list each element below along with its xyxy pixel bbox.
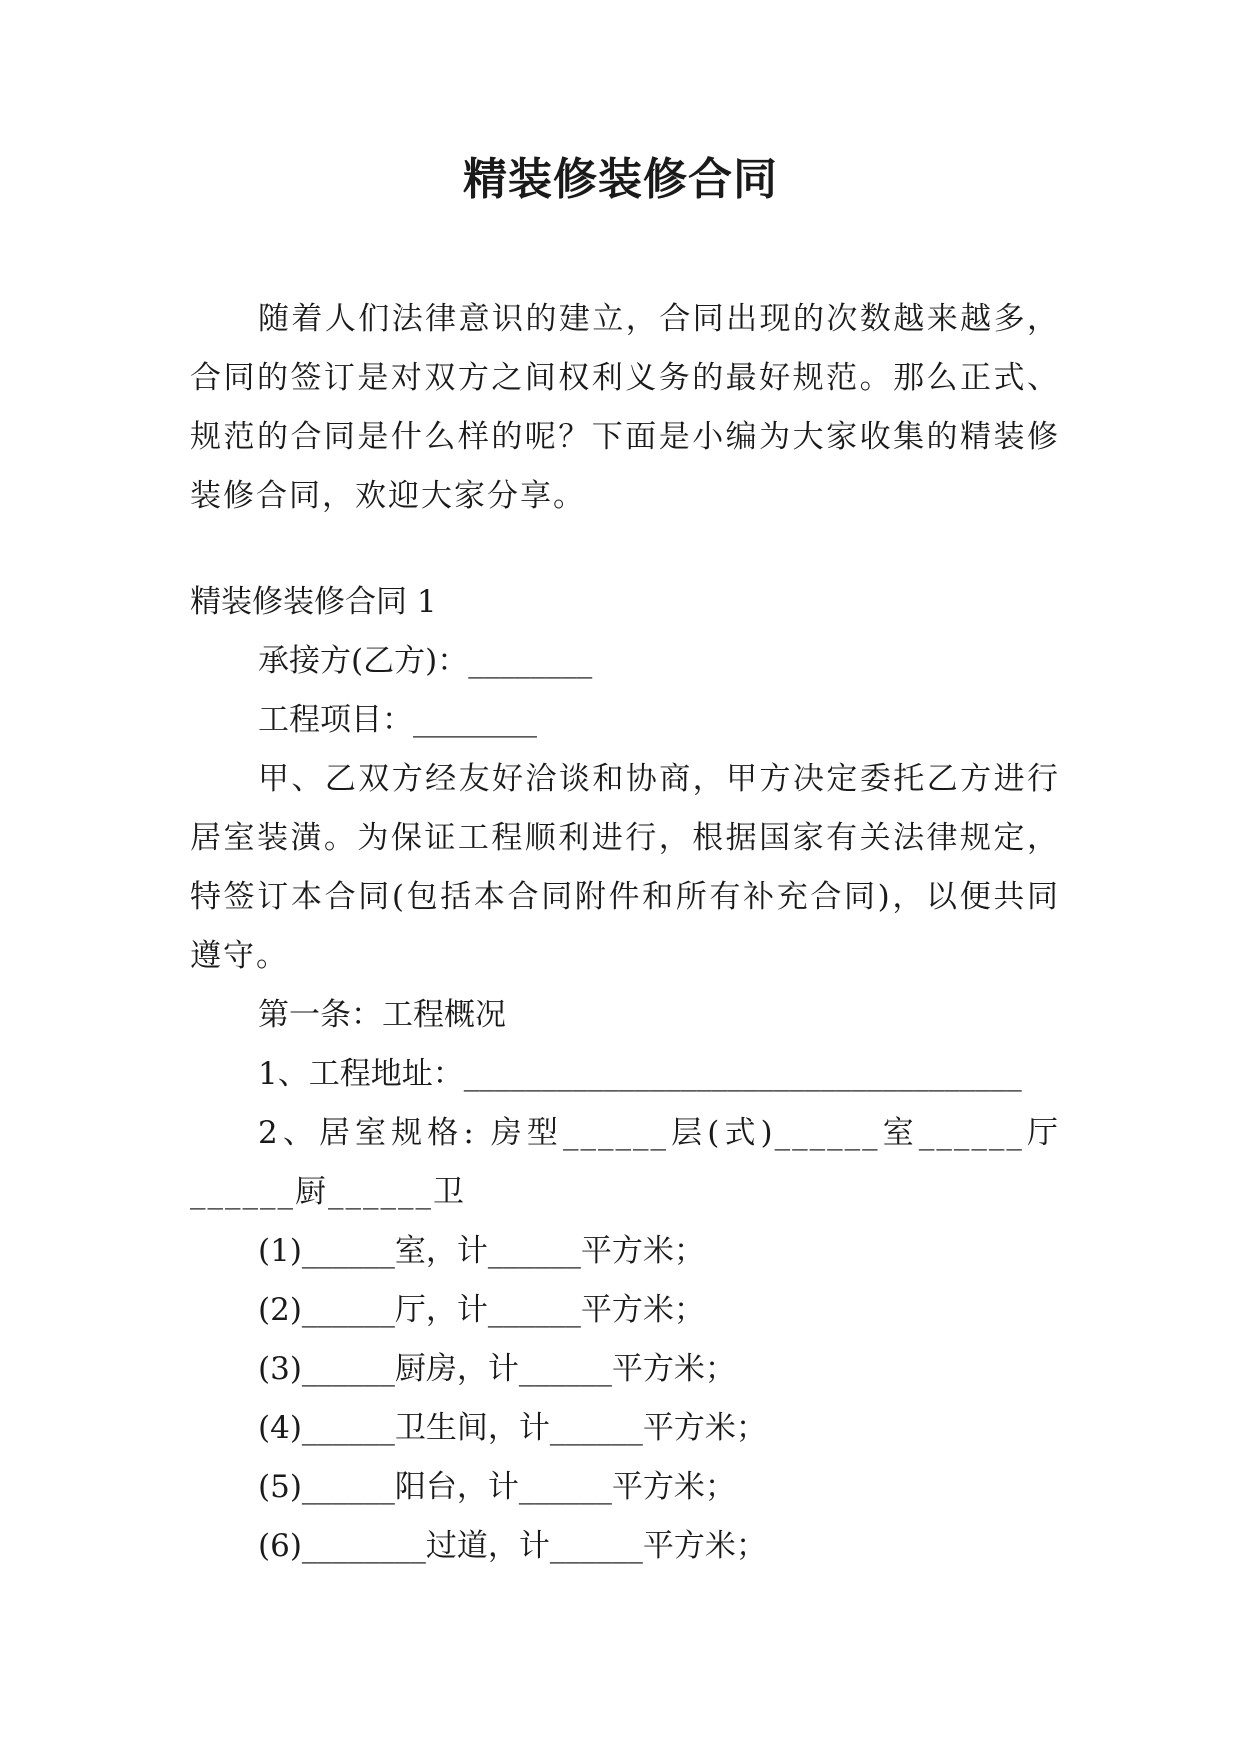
section-heading: 精装修装修合同 1 [190, 584, 437, 620]
paragraph-gap [190, 526, 1060, 573]
intro-paragraph: 随着人们法律意识的建立，合同出现的次数越来越多，合同的签订是对双方之间权利义务的最好规范。那么正式、规范的合同是什么样的呢？下面是小编为大家收集的精装修装修合同，欢迎大家分享。 [190, 301, 1060, 514]
document-body [190, 290, 1060, 1576]
room-area-line-6: (6)________过道，计______平方米； [258, 1528, 767, 1564]
address-line: 1、工程地址：____________________________________ [258, 1056, 1022, 1092]
room-area-line-5: (5)______阳台，计______平方米； [258, 1469, 736, 1505]
room-area-line-1: (1)______室，计______平方米； [258, 1233, 705, 1269]
project-line: 工程项目：________ [258, 702, 537, 738]
room-area-line-4: (4)______卫生间，计______平方米； [258, 1410, 767, 1446]
contractor-line: 承接方(乙方)：________ [258, 643, 593, 679]
room-spec-line: 2、居室规格: 房型______层(式)______室______厅______厨______卫 [190, 1115, 1060, 1210]
article-one-heading: 第一条：工程概况 [258, 997, 506, 1033]
document-title: 精装修装修合同 [463, 154, 778, 205]
room-area-line-3: (3)______厨房，计______平方米； [258, 1351, 736, 1387]
room-area-line-2: (2)______厅，计______平方米； [258, 1292, 705, 1328]
agreement-paragraph: 甲、乙双方经友好洽谈和协商，甲方决定委托乙方进行居室装潢。为保证工程顺利进行，根据国家有关法律规定，特签订本合同(包括本合同附件和所有补充合同)，以便共同遵守。 [190, 761, 1060, 974]
